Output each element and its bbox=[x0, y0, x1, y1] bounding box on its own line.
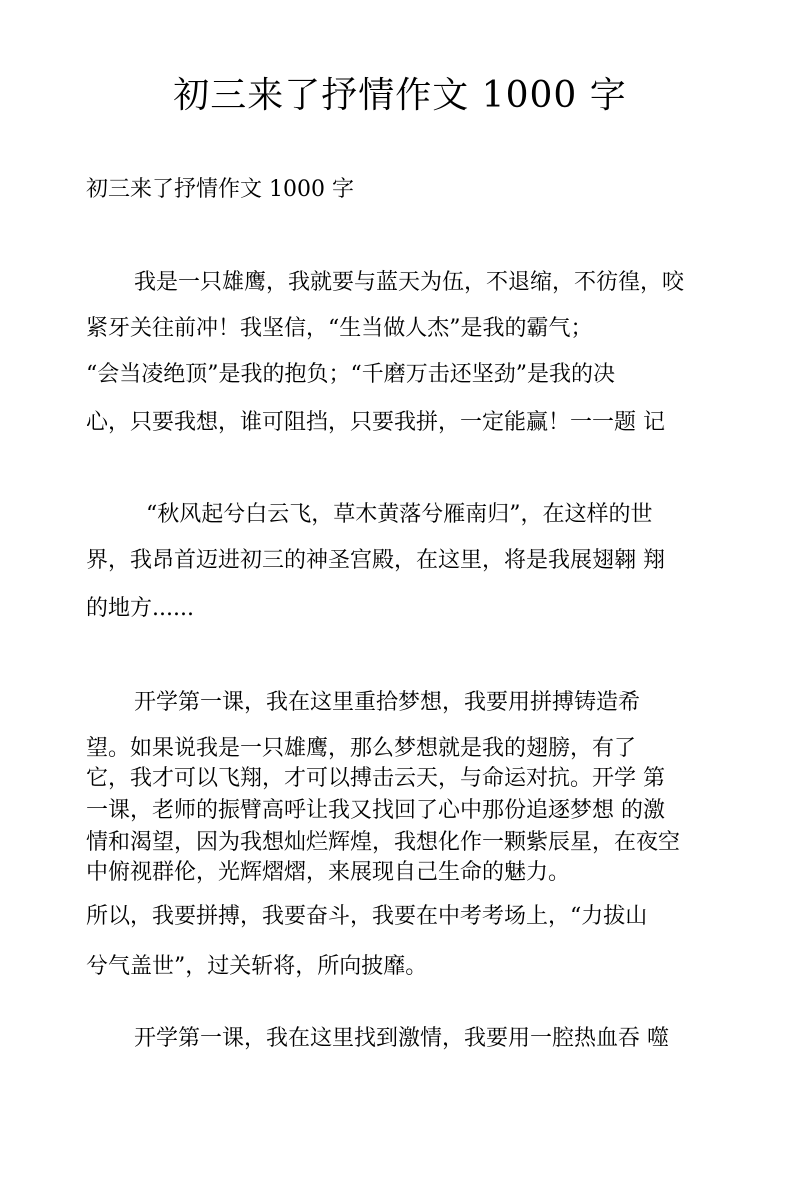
paragraph-2-line-1: “秋风起兮白云飞，草木黄落兮雁南归”，在这样的世 bbox=[146, 502, 653, 527]
paragraph-2-line-2: 界，我昂首迈进初三的神圣宫殿，在这里，将是我展翅翱 翔 bbox=[86, 548, 665, 573]
paragraph-3-line-2: 望。如果说我是一只雄鹰，那么梦想就是我的翅膀，有了 bbox=[86, 736, 637, 761]
paragraph-1-line-3: “会当凌绝顶”是我的抱负；“千磨万击还坚劲”是我的决 bbox=[86, 362, 615, 387]
paragraph-3-line-3: 它，我才可以飞翔，才可以搏击云天，与命运对抗。开学 第 bbox=[86, 766, 665, 791]
document-subtitle: 初三来了抒情作文 1000 字 bbox=[86, 177, 354, 202]
paragraph-3-line-1: 开学第一课，我在这里重拾梦想，我要用拼搏铸造希 bbox=[134, 690, 641, 715]
paragraph-4-line-1: 开学第一课，我在这里找到激情，我要用一腔热血吞 噬 bbox=[134, 1026, 669, 1051]
paragraph-3-line-7: 所以，我要拼搏，我要奋斗，我要在中考考场上，“力拔山 bbox=[86, 904, 648, 929]
paragraph-3-line-5: 情和渴望，因为我想灿烂辉煌，我想化作一颗紫辰星，在夜空 bbox=[86, 830, 681, 855]
document-title: 初三来了抒情作文 1000 字 bbox=[173, 75, 627, 116]
paragraph-1-line-4: 心，只要我想，谁可阻挡，只要我拼，一定能赢！一一题 记 bbox=[86, 410, 665, 435]
paragraph-3-line-8: 兮气盖世”，过关斩将，所向披靡。 bbox=[86, 954, 428, 979]
paragraph-3-line-6: 中俯视群伦，光辉熠熠，来展现自己生命的魅力。 bbox=[86, 860, 571, 885]
paragraph-2-line-3: 的地方...... bbox=[86, 596, 194, 621]
paragraph-3-line-4: 一课，老师的振臂高呼让我又找回了心中那份追逐梦想 的激 bbox=[86, 798, 665, 823]
paragraph-1-line-2: 紧牙关往前冲！我坚信，“生当做人杰”是我的霸气； bbox=[86, 316, 593, 341]
paragraph-1-line-1: 我是一只雄鹰，我就要与蓝天为伍，不退缩，不彷徨，咬 bbox=[134, 270, 685, 295]
